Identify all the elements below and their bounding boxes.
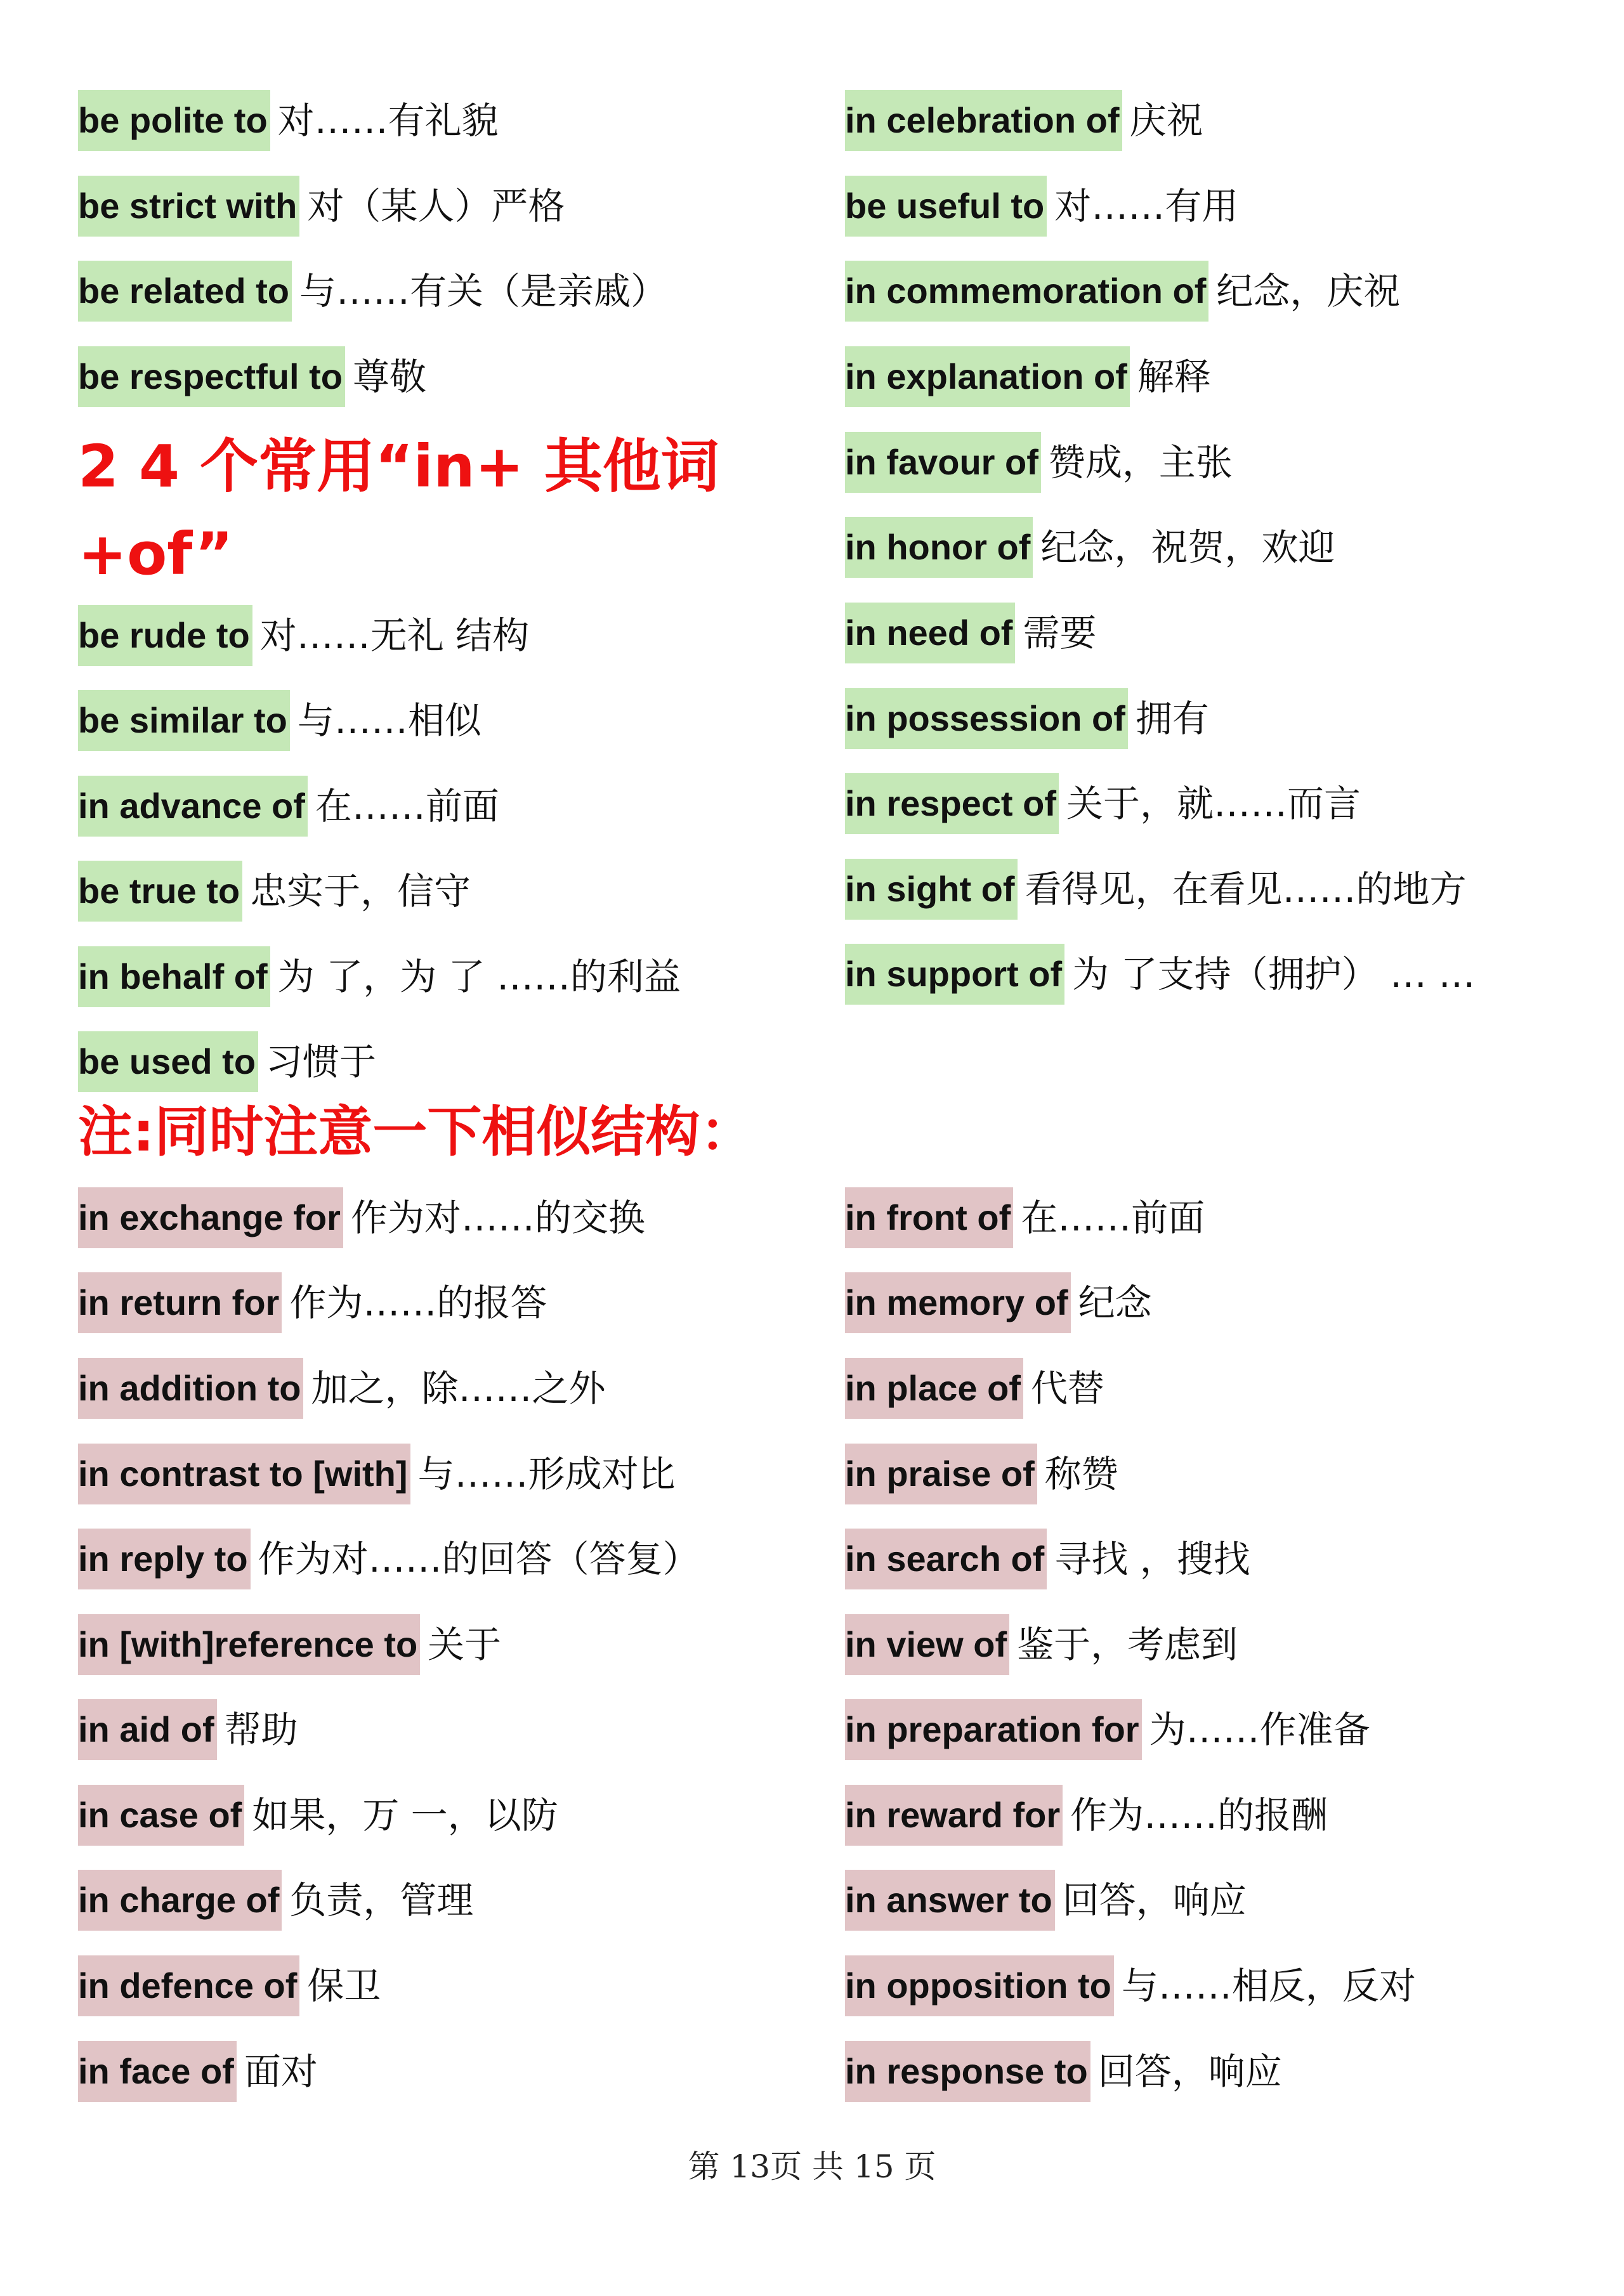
list-item [78, 601, 529, 670]
phrase-term: in return for [78, 1272, 282, 1333]
list-item [845, 769, 1361, 838]
list-item [845, 1269, 1152, 1337]
phrase-meaning: 对……无礼 结构 [259, 614, 530, 657]
list-item [78, 1027, 376, 1096]
phrase-term: in celebration of [845, 90, 1122, 151]
list-item [78, 772, 499, 840]
list-item [78, 1610, 501, 1679]
phrase-meaning: 纪念，祝贺，欢迎 [1040, 526, 1335, 569]
phrase-term: in aid of [78, 1699, 217, 1760]
phrase-term: in reward for [845, 1785, 1063, 1846]
phrase-meaning: 回答，响应 [1062, 1879, 1247, 1922]
note-heading: 注:同时注意一下相似结构： [78, 1100, 755, 1164]
phrase-meaning: 为……作准备 [1149, 1708, 1370, 1751]
phrase-meaning: 保卫 [307, 1964, 381, 2007]
phrase-term: in defence of [78, 1955, 299, 2016]
phrase-meaning: 拥有 [1135, 697, 1209, 740]
list-item [78, 943, 681, 1011]
phrase-term: in explanation of [845, 346, 1130, 407]
phrase-term: be rude to [78, 605, 252, 666]
phrase-meaning: 与……相似 [297, 699, 481, 742]
list-item [78, 1184, 645, 1252]
list-item [845, 1440, 1118, 1508]
phrase-term: in behalf of [78, 946, 270, 1007]
phrase-meaning: 对（某人）严格 [307, 185, 565, 228]
phrase-meaning: 作为对……的回答（答复） [258, 1537, 700, 1581]
list-item [78, 172, 565, 240]
phrase-term: be similar to [78, 690, 290, 751]
phrase-term: in face of [78, 2041, 237, 2102]
page-footer: 第 13页 共 15 页 [688, 2148, 936, 2185]
list-item [845, 257, 1400, 325]
phrase-term: be used to [78, 1031, 258, 1092]
phrase-term: be useful to [845, 176, 1047, 237]
list-item [845, 599, 1096, 667]
phrase-meaning: 负责，管理 [289, 1879, 474, 1922]
list-item [78, 1781, 558, 1849]
phrase-meaning: 与……形成对比 [417, 1452, 676, 1496]
phrase-term: in honor of [845, 517, 1033, 578]
list-item [78, 1525, 700, 1593]
list-item [78, 1866, 473, 1934]
phrase-term: in exchange for [78, 1187, 343, 1248]
phrase-term: in commemoration of [845, 261, 1208, 322]
phrase-term: in front of [845, 1187, 1013, 1248]
phrase-term: be strict with [78, 176, 299, 237]
phrase-meaning: 庆祝 [1129, 99, 1203, 142]
list-item [845, 684, 1209, 753]
phrase-meaning: 关于 [428, 1623, 502, 1666]
phrase-term: in search of [845, 1529, 1047, 1589]
list-item [845, 1781, 1328, 1849]
right-column [845, 0, 1594, 2156]
phrase-meaning: 作为对……的交换 [350, 1196, 645, 1239]
list-item [78, 1354, 606, 1423]
phrase-term: in opposition to [845, 1955, 1114, 2016]
phrase-meaning: 回答，响应 [1097, 2050, 1282, 2093]
phrase-term: be related to [78, 261, 292, 322]
phrase-meaning: 与……有关（是亲戚） [299, 270, 667, 313]
phrase-term: in response to [845, 2041, 1090, 2102]
phrase-meaning: 为 了，为 了 ……的利益 [277, 955, 681, 998]
list-item [845, 1184, 1205, 1252]
phrase-meaning: 纪念 [1078, 1281, 1152, 1324]
phrase-term: in place of [845, 1358, 1023, 1419]
phrase-term: be respectful to [78, 346, 345, 407]
list-item [78, 1440, 676, 1508]
phrase-term: in need of [845, 603, 1015, 663]
list-item [845, 855, 1467, 923]
phrase-meaning: 忠实于，信守 [250, 870, 471, 913]
phrase-meaning: 面对 [244, 2050, 318, 2093]
phrase-term: in answer to [845, 1870, 1055, 1931]
phrase-meaning: 纪念，庆祝 [1216, 270, 1401, 313]
list-item [78, 342, 426, 411]
phrase-meaning: 需要 [1023, 611, 1097, 655]
list-item [78, 86, 499, 155]
list-item [845, 1952, 1416, 2020]
phrase-meaning: 在……前面 [1021, 1196, 1205, 1239]
phrase-term: in charge of [78, 1870, 282, 1931]
phrase-term: in view of [845, 1614, 1009, 1675]
phrase-meaning: 帮助 [224, 1708, 298, 1751]
phrase-term: in sight of [845, 859, 1018, 920]
list-item [78, 2037, 318, 2106]
list-item [845, 2037, 1282, 2106]
list-item [845, 1525, 1250, 1593]
phrase-meaning: 为 了支持（拥护） … … [1072, 953, 1476, 996]
section-heading: 2 4 个常用“in+ 其他词 [78, 433, 719, 500]
list-item [845, 940, 1475, 1008]
phrase-meaning: 关于，就……而言 [1066, 782, 1361, 825]
phrase-term: in contrast to [with] [78, 1444, 410, 1504]
phrase-term: in possession of [845, 688, 1128, 749]
phrase-meaning: 称赞 [1044, 1452, 1118, 1496]
phrase-meaning: 与……相反，反对 [1121, 1964, 1416, 2007]
phrase-meaning: 加之，除……之外 [311, 1367, 606, 1410]
list-item [78, 257, 667, 325]
phrase-term: in reply to [78, 1529, 251, 1589]
list-item [845, 172, 1238, 240]
phrase-meaning: 作为……的报答 [289, 1281, 547, 1324]
list-item [78, 686, 481, 755]
phrase-meaning: 习惯于 [266, 1040, 377, 1083]
list-item [845, 1695, 1370, 1764]
phrase-meaning: 如果，万 一，以防 [252, 1794, 558, 1837]
phrase-term: in praise of [845, 1444, 1037, 1504]
phrase-meaning: 看得见，在看见……的地方 [1025, 868, 1467, 911]
list-item [845, 1610, 1238, 1679]
phrase-meaning: 寻找 ，搜找 [1054, 1537, 1250, 1581]
list-item [78, 857, 471, 925]
list-item [845, 86, 1203, 155]
phrase-term: in preparation for [845, 1699, 1142, 1760]
phrase-term: be polite to [78, 90, 270, 151]
phrase-term: in memory of [845, 1272, 1071, 1333]
list-item [78, 1952, 381, 2020]
list-item [845, 428, 1233, 497]
phrase-term: in advance of [78, 776, 308, 837]
phrase-meaning: 在……前面 [315, 785, 499, 828]
phrase-term: in favour of [845, 432, 1041, 493]
list-item [845, 1354, 1104, 1423]
phrase-meaning: 鉴于，考虑到 [1017, 1623, 1238, 1666]
list-item [78, 1695, 298, 1764]
section-heading-continued: +of” [78, 520, 233, 588]
list-item [845, 513, 1335, 582]
phrase-term: in support of [845, 944, 1064, 1005]
phrase-meaning: 对……有礼貌 [277, 99, 499, 142]
phrase-term: in [with]reference to [78, 1614, 420, 1675]
phrase-term: in case of [78, 1785, 244, 1846]
list-item [845, 1866, 1247, 1934]
phrase-meaning: 尊敬 [352, 355, 426, 398]
phrase-meaning: 解释 [1137, 355, 1211, 398]
phrase-meaning: 作为……的报酬 [1070, 1794, 1328, 1837]
list-item [78, 1269, 547, 1337]
phrase-term: in respect of [845, 773, 1059, 834]
phrase-term: be true to [78, 861, 242, 922]
phrase-meaning: 代替 [1030, 1367, 1104, 1410]
phrase-meaning: 赞成，主张 [1048, 441, 1233, 484]
list-item [845, 342, 1211, 411]
phrase-meaning: 对……有用 [1054, 185, 1239, 228]
left-column [78, 0, 827, 2156]
phrase-term: in addition to [78, 1358, 303, 1419]
